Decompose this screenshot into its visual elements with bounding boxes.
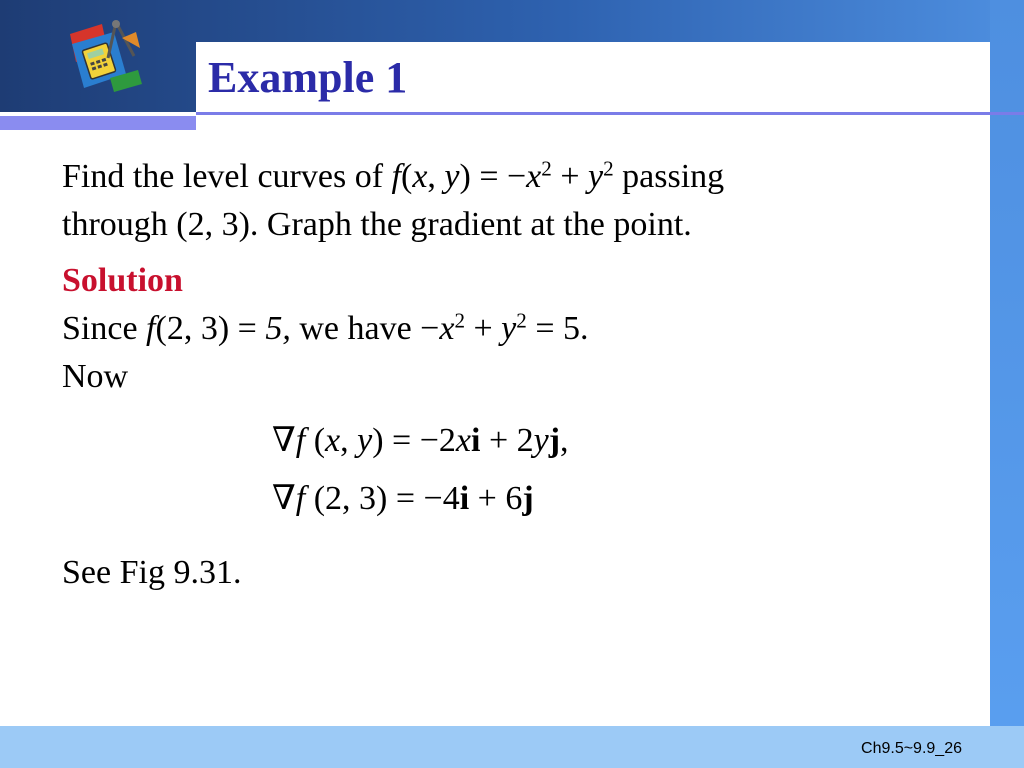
since-line: Since f(2, 3) = 5, we have $-x^2 + y^2 = 5$. — [62, 308, 589, 347]
problem-line-1: Find the level curves of f(x, $y) = -x^2 + y^2$ passing — [62, 156, 725, 195]
now-line: Now — [62, 358, 129, 395]
slide-title: Example 1 — [208, 53, 408, 102]
slide-footer: Ch9.5~9.9_26 — [861, 740, 962, 757]
left-accent-bar — [0, 116, 196, 130]
right-band — [990, 0, 1024, 768]
see-figure-line: See Fig 9.31. — [62, 554, 242, 591]
gradient-equation-at-point: ∇f (2, 3) = −4i + 6j — [272, 480, 534, 517]
gradient-equation-general: ∇f (x, y) = −2xi + 2yj, — [272, 422, 569, 459]
solution-heading: Solution — [62, 262, 183, 299]
drafting-tools-clipart-icon — [62, 18, 144, 100]
title-underline — [196, 112, 1024, 115]
problem-line-2: through (2, 3). Graph the gradient at the point. — [62, 206, 692, 243]
